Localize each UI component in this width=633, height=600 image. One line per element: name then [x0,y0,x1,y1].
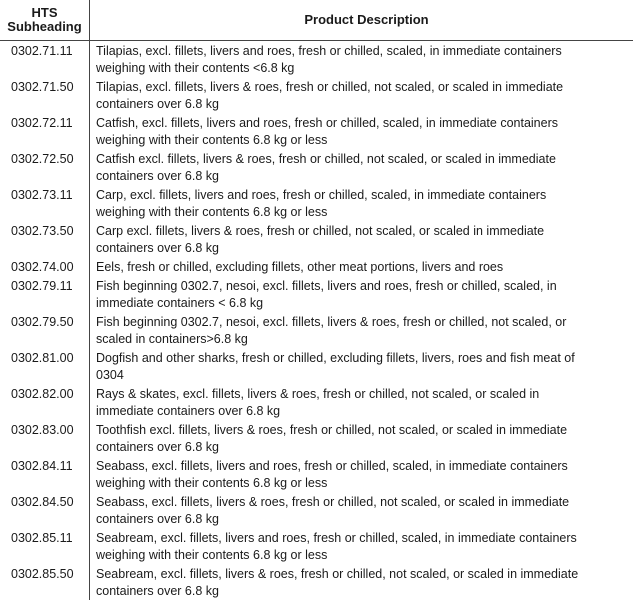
product-description [90,149,633,185]
description-line: containers over 6.8 kg [96,169,219,183]
hts-code: 0302.83.00 [0,420,90,456]
table-row [0,257,633,276]
description-line: Fish beginning 0302.7, nesoi, excl. fillets, livers and roes, fresh or chilled, scaled, in [96,279,557,293]
header-code-line1: HTS [31,5,58,20]
description-line: containers over 6.8 kg [96,241,219,255]
table-row [0,312,633,348]
description-line: Fish beginning 0302.7, nesoi, excl. fillets, livers & roes, fresh or chilled, not scaled, or [96,315,567,329]
table-row [0,113,633,149]
product-description [90,528,633,564]
hts-code: 0302.71.50 [0,77,90,113]
product-description [90,185,633,221]
hts-code: 0302.82.00 [0,384,90,420]
description-line: scaled in containers>6.8 kg [96,332,248,346]
description-line: Carp, excl. fillets, livers and roes, fresh or chilled, scaled, in immediate containers [96,188,547,202]
table-row [0,41,633,77]
table-row [0,149,633,185]
description-line: weighing with their contents <6.8 kg [96,61,295,75]
hts-code: 0302.73.50 [0,221,90,257]
table-header [0,0,633,41]
header-code-line2: Subheading [7,19,82,34]
description-line: Catfish, excl. fillets, livers and roes, fresh or chilled, scaled, in immediate containers [96,116,558,130]
product-description [90,276,633,312]
table-body [0,41,633,600]
description-line: weighing with their contents 6.8 kg or less [96,476,328,490]
hts-code: 0302.74.00 [0,257,90,276]
product-description [90,77,633,113]
description-line: immediate containers over 6.8 kg [96,404,281,418]
hts-code: 0302.71.11 [0,41,90,77]
description-line: containers over 6.8 kg [96,512,219,526]
table-row [0,348,633,384]
description-line: Seabass, excl. fillets, livers and roes, fresh or chilled, scaled, in immediate containers [96,459,568,473]
hts-code: 0302.79.11 [0,276,90,312]
description-line: containers over 6.8 kg [96,97,219,111]
product-description [90,420,633,456]
description-line: Tilapias, excl. fillets, livers and roes, fresh or chilled, scaled, in immediate containers [96,44,562,58]
product-description [90,257,633,276]
hts-code: 0302.85.50 [0,564,90,600]
description-line: Toothfish excl. fillets, livers & roes, fresh or chilled, not scaled, or scaled in immediate [96,423,568,437]
description-line: Catfish excl. fillets, livers & roes, fresh or chilled, not scaled, or scaled in immediate [96,152,556,166]
description-line: Rays & skates, excl. fillets, livers & roes, fresh or chilled, not scaled, or scaled in [96,387,540,401]
product-description [90,113,633,149]
description-line: Seabream, excl. fillets, livers and roes, fresh or chilled, scaled, in immediate containers [96,531,577,545]
hts-code: 0302.84.50 [0,492,90,528]
description-line: Eels, fresh or chilled, excluding fillets, other meat portions, livers and roes [96,260,504,274]
header-product-description: Product Description [304,12,429,27]
hts-code: 0302.79.50 [0,312,90,348]
table-row [0,384,633,420]
hts-code: 0302.72.11 [0,113,90,149]
description-line: 0304 [96,368,124,382]
description-line: weighing with their contents 6.8 kg or less [96,548,328,562]
table-row [0,564,633,600]
description-line: Seabream, excl. fillets, livers & roes, fresh or chilled, not scaled, or scaled in immediate [96,567,579,581]
table-row [0,221,633,257]
description-line: Seabass, excl. fillets, livers & roes, fresh or chilled, not scaled, or scaled in immediate [96,495,570,509]
table-row [0,528,633,564]
table-row [0,492,633,528]
table-row [0,420,633,456]
table-row [0,185,633,221]
product-description [90,492,633,528]
product-description [90,41,633,77]
hts-code: 0302.73.11 [0,185,90,221]
product-description [90,456,633,492]
description-line: Carp excl. fillets, livers & roes, fresh or chilled, not scaled, or scaled in immediate [96,224,545,238]
description-line: Dogfish and other sharks, fresh or chilled, excluding fillets, livers, roes and fish meat of [96,351,575,365]
product-description [90,348,633,384]
hts-code: 0302.72.50 [0,149,90,185]
hts-code: 0302.84.11 [0,456,90,492]
hts-code: 0302.81.00 [0,348,90,384]
product-description [90,564,633,600]
description-line: containers over 6.8 kg [96,440,219,454]
description-line: containers over 6.8 kg [96,584,219,598]
table-row [0,276,633,312]
product-description [90,384,633,420]
description-line: weighing with their contents 6.8 kg or less [96,133,328,147]
description-line: Tilapias, excl. fillets, livers & roes, fresh or chilled, not scaled, or scaled in immediate [96,80,564,94]
description-line: weighing with their contents 6.8 kg or less [96,205,328,219]
product-description [90,312,633,348]
hts-code: 0302.85.11 [0,528,90,564]
table-row [0,456,633,492]
table-row [0,77,633,113]
description-line: immediate containers < 6.8 kg [96,296,264,310]
product-description [90,221,633,257]
header-hts-subheading [0,0,90,40]
